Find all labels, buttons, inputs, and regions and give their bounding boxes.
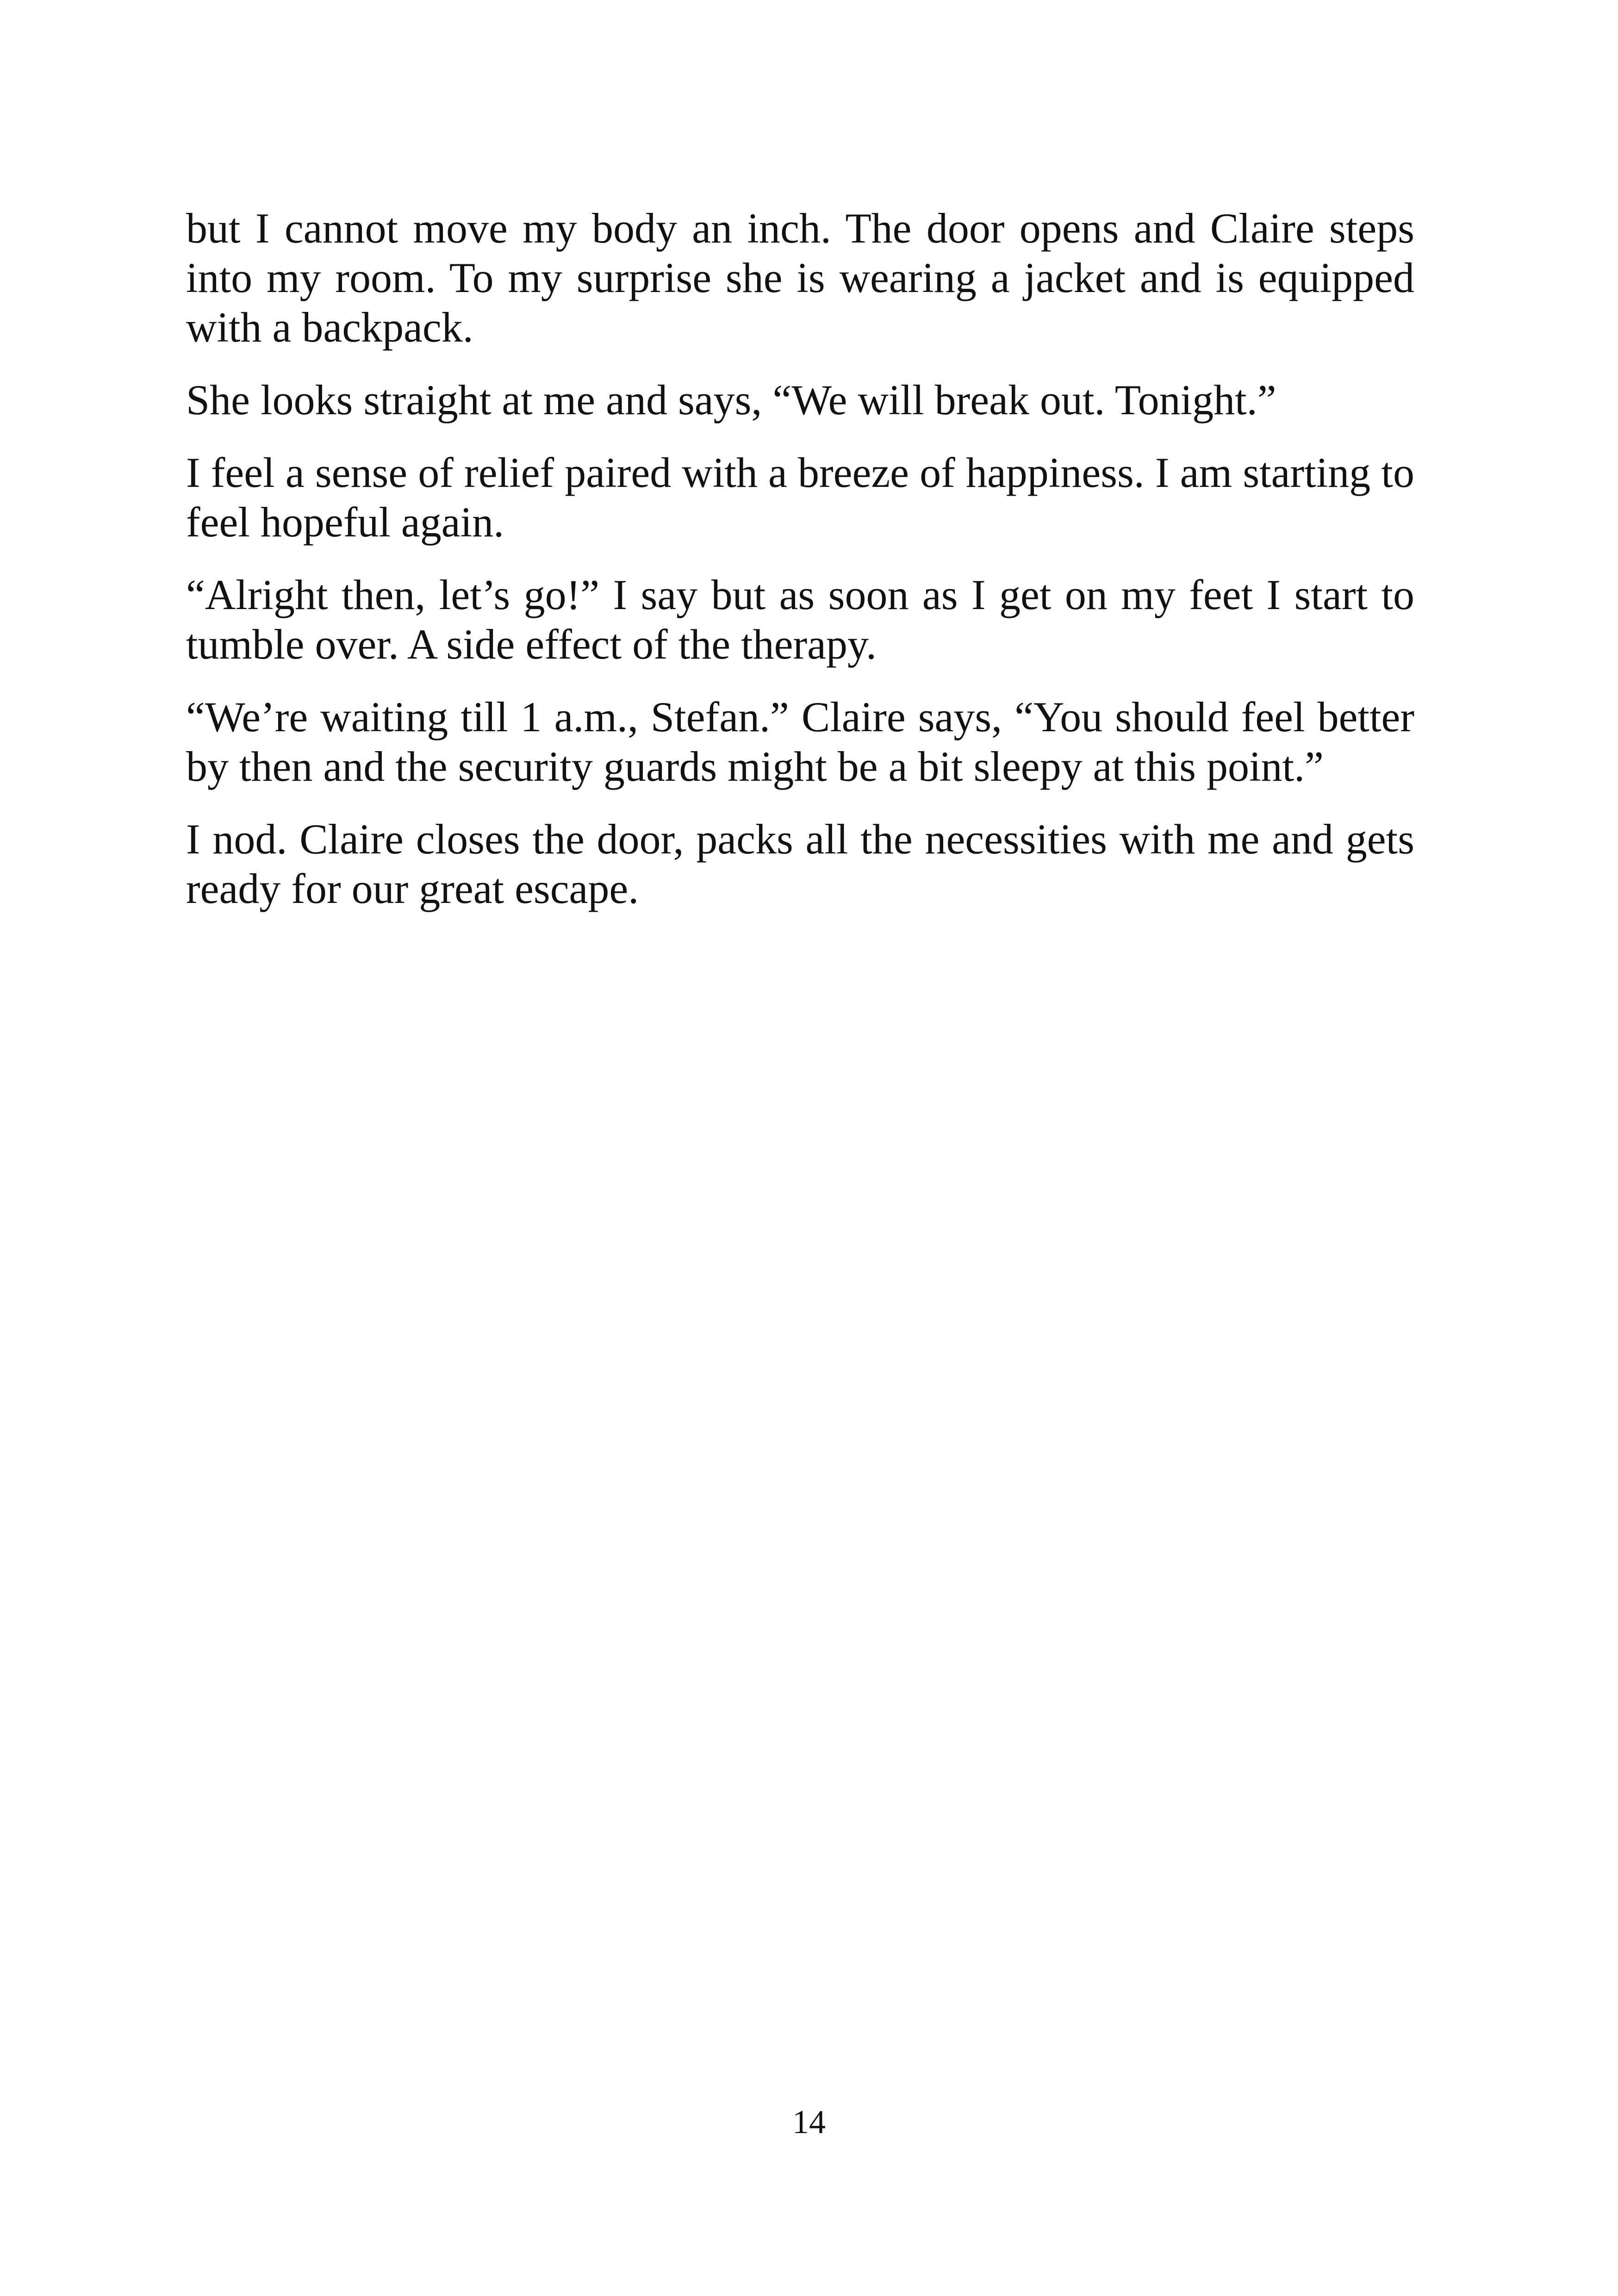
paragraph: I nod. Claire closes the door, packs all the necessities with me and gets ready for our great escape.: [186, 815, 1414, 912]
paragraph: I feel a sense of relief paired with a breeze of happiness. I am starting to feel hopeful again.: [186, 449, 1414, 546]
paragraph: “We’re waiting till 1 a.m., Stefan.” Claire says, “You should feel better by then and the security guards might be a bit sleepy at this point.”: [186, 693, 1414, 790]
page-number: 14: [792, 2103, 826, 2140]
paragraph: She looks straight at me and says, “We will break out. Tonight.”: [186, 376, 1276, 423]
paragraph: but I cannot move my body an inch. The door opens and Claire steps into my room. To my surprise she is wearing a jacket and is equipped with a backpack.: [186, 205, 1414, 351]
body-text: [186, 204, 1414, 937]
paragraph: “Alright then, let’s go!” I say but as soon as I get on my feet I start to tumble over. A side effect of the therapy.: [186, 571, 1414, 668]
